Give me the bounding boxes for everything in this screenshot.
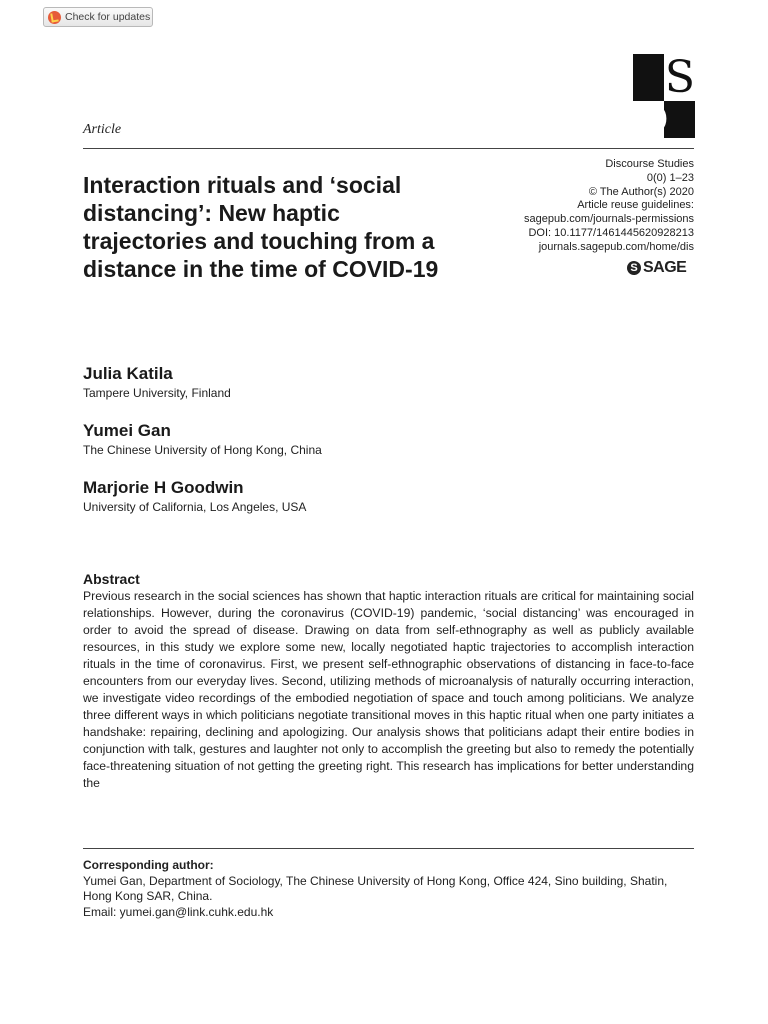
header-divider	[83, 148, 694, 149]
author-affiliation: University of California, Los Angeles, USA	[83, 500, 307, 514]
sage-s-icon: S	[627, 261, 641, 275]
corresponding-label: Corresponding author:	[83, 858, 214, 872]
author-affiliation: Tampere University, Finland	[83, 386, 231, 400]
article-type: Article	[83, 122, 122, 137]
author-block	[83, 364, 231, 401]
author-name: Marjorie H Goodwin	[83, 478, 244, 497]
reuse-link[interactable]: sagepub.com/journals-permissions	[524, 213, 694, 226]
check-for-updates-label: Check for updates	[65, 11, 151, 23]
abstract-heading: Abstract	[83, 571, 140, 587]
corresponding-author	[83, 858, 694, 920]
logo-letter-s: S	[664, 54, 695, 103]
publisher-logo	[627, 259, 686, 277]
journal-volume: 0(0) 1–23	[646, 171, 694, 184]
journal-name: Discourse Studies	[605, 158, 694, 170]
journal-link[interactable]: journals.sagepub.com/home/dis	[538, 240, 694, 253]
journal-info	[474, 158, 694, 255]
author-block	[83, 478, 306, 515]
journal-logo	[633, 54, 695, 138]
abstract-body: Previous research in the social sciences has shown that haptic interaction rituals are critical for maintaining social relationships. However, during the coronavirus (COVID-19) pandemic, ‘social distancing’ was encouraged in order to avoid the spread of disease. Drawing on data from self-ethnography as well as publicly available resources, in this study we explore some new, locally negotiated haptic trajectories to accomplish interaction rituals in the time of coronavirus. First, we present self-ethnographic observations of distancing in face-to-face encounters from our everyday lives. Second, utilizing methods of microanalysis of naturally occurring interaction, we investigate video recordings of the embodied negotiation of space and touch among politicians. We analyze three different ways in which politicians negotiate transitional moves in this haptic ritual when one party initiates a handshake: repairing, declining and apologizing. Our analysis shows that politicians adapt their entire bodies in conjunction with talk, gestures and laughter not only to accomplish the greeting but also to remedy the potentially face-threatening situation of not getting the greeting right. This research has implications for better understanding the	[83, 589, 694, 790]
corresponding-address: Yumei Gan, Department of Sociology, The Chinese University of Hong Kong, Office 424, Sino building, Shatin, Hong Kong SAR, China.	[83, 873, 668, 903]
reuse-label: Article reuse guidelines:	[577, 199, 694, 212]
crossmark-icon	[48, 11, 61, 24]
author-affiliation: The Chinese University of Hong Kong, China	[83, 443, 322, 457]
logo-letter-d: D	[635, 95, 669, 138]
article-title: Interaction rituals and ‘social distancing’: New haptic trajectories and touching from a distance in the time of COVID-19	[83, 172, 439, 282]
author-name: Julia Katila	[83, 364, 173, 383]
publisher-name: SAGE	[643, 259, 687, 276]
footnote-divider	[83, 848, 694, 849]
corresponding-email[interactable]: Email: yumei.gan@link.cuhk.edu.hk	[83, 904, 274, 919]
check-for-updates-button[interactable]	[43, 7, 153, 27]
author-name: Yumei Gan	[83, 421, 171, 440]
doi-link[interactable]: DOI: 10.1177/1461445620928213	[528, 226, 694, 239]
author-block	[83, 421, 322, 458]
copyright-line: © The Author(s) 2020	[588, 185, 694, 198]
